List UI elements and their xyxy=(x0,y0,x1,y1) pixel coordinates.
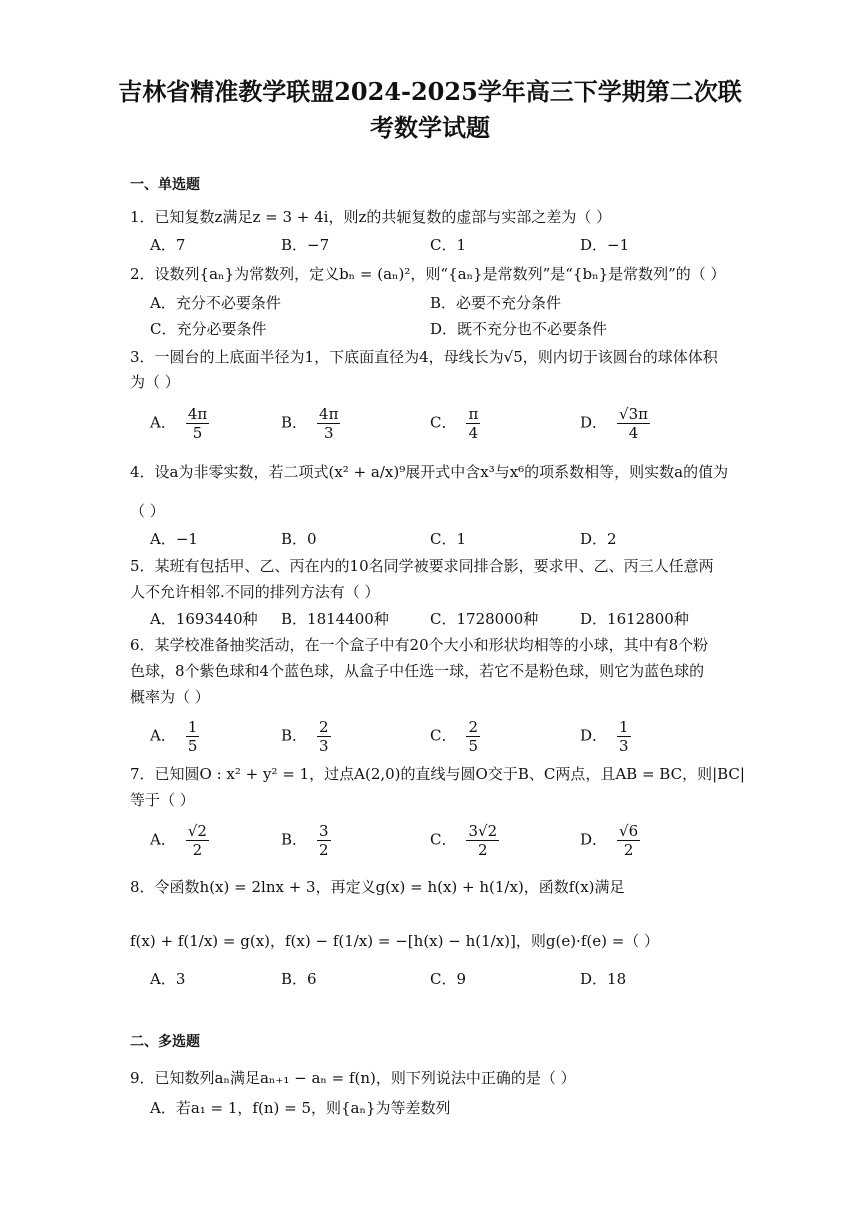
q8-option-c[interactable]: C．9 xyxy=(430,970,467,988)
q3-option-d[interactable] xyxy=(580,405,654,442)
q3-option-c-label: C． xyxy=(430,413,457,432)
q3-option-c[interactable] xyxy=(430,405,484,442)
question-3-stem-line-2: 为（ ） xyxy=(130,373,180,391)
q7-option-d-fraction xyxy=(617,822,640,859)
q6-option-c[interactable] xyxy=(430,718,484,755)
q6-option-d-label: D． xyxy=(580,726,608,745)
q7-b-denominator: 2 xyxy=(319,841,329,859)
q3-b-denominator: 3 xyxy=(323,424,334,442)
q7-c-denominator: 2 xyxy=(478,841,488,859)
q3-option-a-label: A． xyxy=(150,413,176,432)
q1-option-d[interactable]: D．−1 xyxy=(580,236,630,254)
question-6-stem-line-2: 色球，8个紫色球和4个蓝色球，从盒子中任选一球，若它不是粉色球，则它为蓝色球的 xyxy=(130,662,705,680)
question-5-stem-line-2: 人不允许相邻.不同的排列方法有（ ） xyxy=(130,583,380,601)
q7-option-d-label: D． xyxy=(580,830,608,849)
q7-a-denominator: 2 xyxy=(192,841,203,859)
q7-option-b[interactable] xyxy=(281,822,335,859)
q3-c-denominator: 4 xyxy=(468,424,479,442)
title-line-2: 考数学试题 xyxy=(370,113,490,142)
q6-c-denominator: 5 xyxy=(468,737,479,755)
q3-option-b-label: B． xyxy=(281,413,308,432)
exam-title xyxy=(110,74,750,146)
q4-option-a[interactable]: A．−1 xyxy=(150,530,198,548)
q7-option-c[interactable] xyxy=(430,822,503,859)
q8-option-b[interactable]: B．6 xyxy=(281,970,317,988)
q6-option-a[interactable] xyxy=(150,718,203,755)
q5-option-a[interactable]: A．1693440种 xyxy=(150,610,258,628)
question-6-stem-line-3: 概率为（ ） xyxy=(130,688,210,706)
question-7-stem-line-2: 等于（ ） xyxy=(130,791,195,809)
q2-option-d[interactable]: D．既不充分也不必要条件 xyxy=(430,320,608,338)
question-9-stem: 9．已知数列aₙ满足aₙ₊₁ − aₙ = f(n)，则下列说法中正确的是（ ） xyxy=(130,1069,576,1087)
q7-b-numerator: 3 xyxy=(319,822,329,840)
q6-a-numerator: 1 xyxy=(187,718,198,736)
q3-c-numerator: π xyxy=(468,405,479,423)
q4-option-b[interactable]: B．0 xyxy=(281,530,317,548)
q6-c-numerator: 2 xyxy=(468,718,479,736)
q8-option-d[interactable]: D．18 xyxy=(580,970,627,988)
q8-option-a[interactable]: A．3 xyxy=(150,970,186,988)
q7-option-b-label: B． xyxy=(281,830,308,849)
q6-option-d[interactable] xyxy=(580,718,635,755)
question-7-stem-line-1: 7．已知圆O : x² + y² = 1，过点A(2,0)的直线与圆O交于B、C两点，且AB = BC，则|BC| xyxy=(130,765,745,783)
q3-option-a[interactable] xyxy=(150,405,213,442)
q7-option-a-fraction xyxy=(186,822,209,859)
q6-option-b-fraction xyxy=(317,718,331,755)
q6-b-numerator: 2 xyxy=(319,718,329,736)
q6-option-c-fraction xyxy=(466,718,480,755)
q3-option-d-fraction xyxy=(617,405,650,442)
q7-option-c-fraction xyxy=(466,822,499,859)
q6-option-c-label: C． xyxy=(430,726,457,745)
q7-option-d[interactable] xyxy=(580,822,644,859)
q6-option-b-label: B． xyxy=(281,726,308,745)
q6-d-denominator: 3 xyxy=(619,737,629,755)
q6-option-d-fraction xyxy=(617,718,631,755)
q1-option-a[interactable]: A．7 xyxy=(150,236,186,254)
q7-option-b-fraction xyxy=(317,822,331,859)
q7-option-a-label: A． xyxy=(150,830,176,849)
q3-d-numerator: √3π xyxy=(619,405,648,423)
q7-option-a[interactable] xyxy=(150,822,213,859)
question-5-stem-line-1: 5．某班有包括甲、乙、丙在内的10名同学被要求同排合影，要求甲、乙、丙三人任意两 xyxy=(130,557,714,575)
question-4-stem-line-1: 4．设a为非零实数，若二项式(x² + a/x)⁹展开式中含x³与x⁶的项系数相等，则实数a的值为 xyxy=(130,463,729,481)
q5-option-d[interactable]: D．1612800种 xyxy=(580,610,689,628)
question-3-stem-line-1: 3．一圆台的上底面半径为1，下底面直径为4，母线长为√5，则内切于该圆台的球体体积 xyxy=(130,348,718,366)
q7-d-numerator: √6 xyxy=(619,822,639,840)
q4-option-c[interactable]: C．1 xyxy=(430,530,467,548)
q9-option-a[interactable]: A．若a₁ = 1，f(n) = 5，则{aₙ}为等差数列 xyxy=(150,1099,451,1117)
q2-option-b[interactable]: B．必要不充分条件 xyxy=(430,294,562,312)
section-heading-multiple-choice: 二、多选题 xyxy=(130,1034,200,1050)
q6-a-denominator: 5 xyxy=(187,737,198,755)
q6-option-b[interactable] xyxy=(281,718,335,755)
q5-option-c[interactable]: C．1728000种 xyxy=(430,610,539,628)
q3-option-b-fraction xyxy=(317,405,340,442)
q2-option-a[interactable]: A．充分不必要条件 xyxy=(150,294,281,312)
question-2-stem: 2．设数列{aₙ}为常数列，定义bₙ = (aₙ)²，则“{aₙ}是常数列”是“{bₙ}是常数列”的（ ） xyxy=(130,265,726,283)
q4-option-d[interactable]: D．2 xyxy=(580,530,617,548)
q3-option-b[interactable] xyxy=(281,405,344,442)
q3-option-d-label: D． xyxy=(580,413,608,432)
section-heading-single-choice: 一、单选题 xyxy=(130,177,200,193)
q3-option-c-fraction xyxy=(466,405,480,442)
q6-option-a-fraction xyxy=(186,718,200,755)
q6-d-numerator: 1 xyxy=(619,718,629,736)
q6-option-a-label: A． xyxy=(150,726,176,745)
q5-option-b[interactable]: B．1814400种 xyxy=(281,610,389,628)
q7-a-numerator: √2 xyxy=(187,822,207,840)
q7-c-numerator: 3√2 xyxy=(468,822,498,840)
q3-b-numerator: 4π xyxy=(319,405,339,423)
question-1-stem: 1．已知复数z满足z = 3 + 4i，则z的共轭复数的虚部与实部之差为（ ） xyxy=(130,208,612,226)
q2-option-c[interactable]: C．充分必要条件 xyxy=(150,320,267,338)
q6-b-denominator: 3 xyxy=(319,737,329,755)
question-8-stem-line-2: f(x) + f(1/x) = g(x)，f(x) − f(1/x) = −[h(x) − h(1/x)]，则g(e)·f(e) =（ ） xyxy=(130,932,660,950)
q3-a-numerator: 4π xyxy=(187,405,208,423)
q1-option-c[interactable]: C．1 xyxy=(430,236,467,254)
q3-a-denominator: 5 xyxy=(192,424,203,442)
question-8-stem-line-1: 8．令函数h(x) = 2lnx + 3，再定义g(x) = h(x) + h(1/x)，函数f(x)满足 xyxy=(130,878,625,896)
q3-d-denominator: 4 xyxy=(628,424,639,442)
q3-option-a-fraction xyxy=(186,405,209,442)
question-4-stem-line-2: （ ） xyxy=(130,502,165,520)
q1-option-b[interactable]: B．−7 xyxy=(281,236,330,254)
q7-option-c-label: C． xyxy=(430,830,457,849)
q7-d-denominator: 2 xyxy=(623,841,634,859)
question-6-stem-line-1: 6．某学校准备抽奖活动，在一个盒子中有20个大小和形状均相等的小球，其中有8个粉 xyxy=(130,636,709,654)
title-line-1: 吉林省精准教学联盟2024-2025学年高三下学期第二次联 xyxy=(118,77,742,106)
